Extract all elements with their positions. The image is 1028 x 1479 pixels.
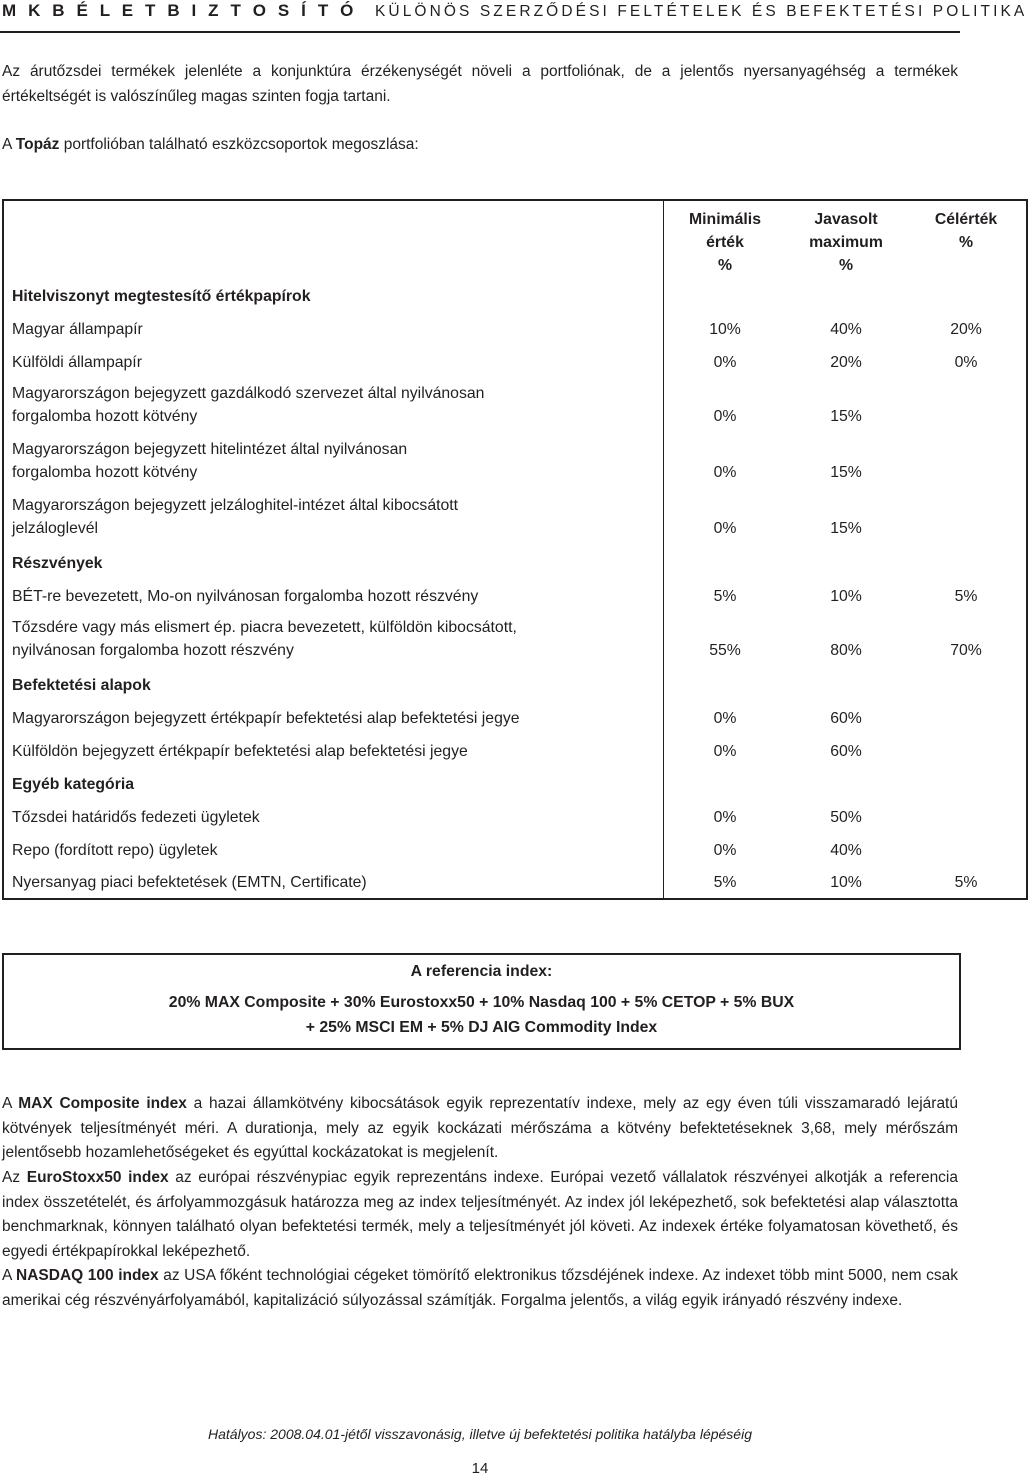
min-value: 0% <box>713 520 737 537</box>
row-label-line: Magyarországon bejegyzett hitelintézet által nyilvánosan <box>12 441 408 458</box>
empty-cell <box>906 546 1027 579</box>
row-label-line: forgalomba hozott kötvény <box>12 464 198 481</box>
eurostoxx-term: EuroStoxx50 index <box>26 1169 169 1186</box>
max-value: 80% <box>830 642 862 659</box>
col-header-target <box>906 200 1027 280</box>
row-label: Nyersanyag piaci befektetések (EMTN, Certificate) <box>3 866 664 899</box>
target-value <box>906 490 1027 546</box>
allocation-intro <box>2 133 958 158</box>
col-header-max-line: Javasolt <box>814 211 878 228</box>
para-pre: A <box>2 1267 17 1284</box>
target-value <box>906 734 1027 767</box>
col-header-target-line: Célérték <box>934 211 998 228</box>
empty-cell <box>906 668 1027 701</box>
empty-cell <box>786 546 906 579</box>
row-label-line: Magyarországon bejegyzett gazdálkodó szervezet által nyilvánosan <box>12 385 485 402</box>
table-row <box>3 800 1027 833</box>
row-label: Magyarországon bejegyzett értékpapír befektetési alap befektetési jegye <box>3 701 664 734</box>
min-value: 0% <box>713 408 737 425</box>
table-row <box>3 612 1027 668</box>
target-value <box>906 434 1027 490</box>
row-label <box>3 612 664 668</box>
nasdaq-term: NASDAQ 100 index <box>16 1267 159 1284</box>
section-label: Részvények <box>3 546 664 579</box>
table-row <box>3 833 1027 866</box>
min-value: 5% <box>713 874 737 891</box>
empty-cell <box>664 546 787 579</box>
max-value: 60% <box>830 743 862 760</box>
min-value: 0% <box>713 743 737 760</box>
empty-cell <box>786 280 906 312</box>
max-value: 10% <box>830 874 862 891</box>
table-row <box>3 701 1027 734</box>
table-row <box>3 378 1027 434</box>
table-row <box>3 312 1027 345</box>
reference-formula <box>4 990 959 1040</box>
target-value <box>906 800 1027 833</box>
table-row <box>3 434 1027 490</box>
row-label-line: jelzáloglevél <box>12 520 99 537</box>
header-rule <box>0 31 960 33</box>
col-header-min <box>664 200 787 280</box>
section-label: Egyéb kategória <box>3 767 664 800</box>
para-body: a hazai államkötvény kibocsátások egyik reprezentatív indexe, mely az egy éven túli visszamaradó lejáratú kötvények teljesítményét méri. A durationja, mely az egyik kockázati mérőszáma a kötvény befektetéseknek 3,68, mely mérőszám jelentősebb hozamlehetőségeket és egyúttal kockázatokat is megjelenít. <box>2 1095 958 1161</box>
row-label: Tőzsdei határidős fedezeti ügyletek <box>3 800 664 833</box>
page-number: 14 <box>471 1460 489 1477</box>
target-value: 5% <box>954 874 978 891</box>
row-label: BÉT-re bevezetett, Mo-on nyilvánosan forgalomba hozott részvény <box>3 579 664 612</box>
empty-cell <box>664 668 787 701</box>
target-value <box>906 833 1027 866</box>
max-value: 20% <box>830 354 862 371</box>
empty-cell <box>786 767 906 800</box>
col-header-max-line: maximum <box>809 234 883 251</box>
min-value: 10% <box>709 321 741 338</box>
reference-index-box <box>2 953 961 1050</box>
max-composite-term: MAX Composite index <box>18 1095 187 1112</box>
empty-cell <box>664 767 787 800</box>
table-row <box>3 345 1027 378</box>
allocation-intro-pre: A <box>2 136 16 153</box>
table-row <box>3 546 1027 579</box>
max-value: 40% <box>830 842 862 859</box>
table-row <box>3 490 1027 546</box>
row-label-line: Magyarországon bejegyzett jelzáloghitel-intézet által kibocsátott <box>12 497 459 514</box>
row-label <box>3 378 664 434</box>
max-composite-paragraph <box>2 1092 958 1166</box>
min-value: 0% <box>713 842 737 859</box>
max-value: 10% <box>830 588 862 605</box>
col-header-max-line: % <box>838 257 854 274</box>
portfolio-name: Topáz <box>15 136 60 153</box>
allocation-table <box>2 199 1028 900</box>
max-value: 15% <box>830 408 862 425</box>
row-label <box>3 434 664 490</box>
header-label-cell <box>3 200 664 280</box>
page-header <box>0 0 1028 22</box>
table-row <box>3 866 1027 899</box>
table-row <box>3 579 1027 612</box>
section-label: Hitelviszonyt megtestesítő értékpapírok <box>3 280 664 312</box>
header-brand: M K B É L E T B I Z T O S Í T Ó <box>2 1 357 20</box>
reference-title: A referencia index: <box>410 963 553 980</box>
row-label-line: nyilvánosan forgalomba hozott részvény <box>12 642 294 659</box>
intro-paragraph: Az árutőzsdei termékek jelenléte a konjunktúra érzékenységét növeli a portfoliónak, de a jelentős nyersanyagéhség a termékek értékeltségét is valószínűleg magas szinten fogja tartani. <box>2 63 958 105</box>
eurostoxx-paragraph <box>2 1166 958 1264</box>
footer-validity: Hatályos: 2008.04.01-jétől visszavonásig, illetve új befektetési politika hatályba lépéséig <box>208 1426 752 1442</box>
reference-formula-line1: 20% MAX Composite + 30% Eurostoxx50 + 10% Nasdaq 100 + 5% CETOP + 5% BUX <box>168 994 795 1011</box>
nasdaq-paragraph <box>2 1264 958 1313</box>
allocation-table-body <box>3 280 1027 899</box>
table-header-row <box>3 200 1027 280</box>
target-value <box>906 378 1027 434</box>
min-value: 0% <box>713 464 737 481</box>
row-label: Repo (fordított repo) ügyletek <box>3 833 664 866</box>
target-value: 5% <box>954 588 978 605</box>
col-header-min-line: % <box>717 257 733 274</box>
allocation-intro-post: portfolióban található eszközcsoportok megoszlása: <box>59 136 419 153</box>
max-value: 15% <box>830 464 862 481</box>
para-body: az USA főként technológiai cégeket tömörítő elektronikus tőzsdéjének indexe. Az indexet több mint 5000, nem csak amerikai cég részvényárfolyamából, kapitalizáció súlyozással számítják. Forgalma jelentős, a világ egyik irányadó részvény indexe. <box>2 1267 958 1309</box>
empty-cell <box>786 668 906 701</box>
table-row <box>3 280 1027 312</box>
target-value: 0% <box>954 354 978 371</box>
min-value: 0% <box>713 710 737 727</box>
table-row <box>3 734 1027 767</box>
empty-cell <box>906 280 1027 312</box>
empty-cell <box>664 280 787 312</box>
max-value: 15% <box>830 520 862 537</box>
max-value: 60% <box>830 710 862 727</box>
min-value: 5% <box>713 588 737 605</box>
row-label: Külföldön bejegyzett értékpapír befektetési alap befektetési jegye <box>3 734 664 767</box>
target-value: 20% <box>950 321 982 338</box>
row-label <box>3 490 664 546</box>
col-header-target-line: % <box>958 234 974 251</box>
para-body: az európai részvénypiac egyik reprezentáns indexe. Európai vezető vállalatok részvényei alkotják a referencia index összetételét, és árfolyammozgásuk határozza meg az index teljesítményét. Az index jól leképezhető, sok befektetési alap választotta benchmarknak, könnyen található olyan befektetési termék, mely a teljesítményét jól követi. Az indexek értéke folyamatosan követhető, és egyedi értékpapírokkal leképezhető. <box>2 1169 958 1260</box>
target-value: 70% <box>950 642 982 659</box>
reference-formula-line2: + 25% MSCI EM + 5% DJ AIG Commodity Index <box>305 1019 658 1036</box>
table-row <box>3 767 1027 800</box>
para-pre: A <box>2 1095 19 1112</box>
para-pre: Az <box>2 1169 27 1186</box>
row-label-line: forgalomba hozott kötvény <box>12 408 198 425</box>
col-header-max <box>786 200 906 280</box>
min-value: 0% <box>713 354 737 371</box>
max-value: 40% <box>830 321 862 338</box>
row-label: Külföldi állampapír <box>3 345 664 378</box>
col-header-min-line: érték <box>706 234 744 251</box>
row-label: Magyar állampapír <box>3 312 664 345</box>
max-value: 50% <box>830 809 862 826</box>
header-subtitle: KÜLÖNÖS SZERZŐDÉSI FELTÉTELEK ÉS BEFEKTETÉSI POLITIKA <box>374 3 1028 20</box>
min-value: 0% <box>713 809 737 826</box>
empty-cell <box>906 767 1027 800</box>
min-value: 55% <box>709 642 741 659</box>
section-label: Befektetési alapok <box>3 668 664 701</box>
row-label-line: Tőzsdére vagy más elismert ép. piacra bevezetett, külföldön kibocsátott, <box>12 619 517 636</box>
table-row <box>3 668 1027 701</box>
target-value <box>906 701 1027 734</box>
col-header-min-line: Minimális <box>689 211 761 228</box>
